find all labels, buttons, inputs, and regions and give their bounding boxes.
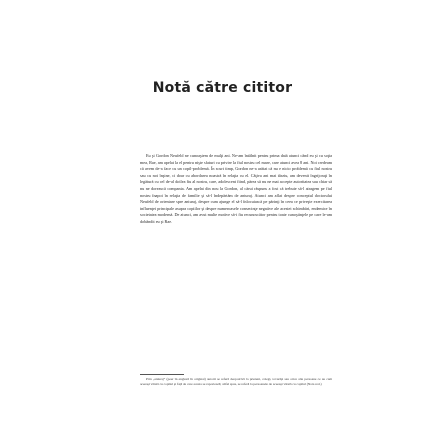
footnote-divider (140, 374, 184, 375)
footnote: Prin „anturaj” (peer în engleză în original) autorii se referă deopotrivă la prieteni, colegi, tovarăşi sau orice alte persoane ce au cam aceeaşi vârstă cu copilul şi faţă de care acesta se raportează; altfel spus, se referă la persoanele de aceeaşi vârstă cu copilul (Nota red.) (140, 377, 332, 387)
page-title: Notă către cititor (152, 80, 293, 96)
body-paragraph: Eu şi Gordon Neufeld ne cunoaştem de mulţi ani. Ne-am întâlnit pentru prima dată atunci când eu şi cu soţia mea, Rae, am apelat la el pentru nişte sfaturi cu privire la fiul nostru cel mare, care atunci avea 8 ani. Noi credeam că avem de-a face cu un copil-problemă. În scurt timp, Gordon ne-a arătat că nu e nicio problemă cu fiul nostru sau cu noi înşine, ci doar cu abordarea noastră în relaţia cu el. Câţiva ani mai târziu, am devenit îngrijoraţi în legătură cu cel de-al doilea fiu al nostru, care, adolescent fiind, părea să nu ne mai accepte autoritatea sau chiar să nu ne dorească compania. Am apelat din nou la Gordon, al cărui răspuns a fost că trebuie să-l atragem pe fiul nostru înapoi în relaţia de familie şi să-l îndepărtăm de anturaj. Atunci am aflat despre conceptul doctorului Neufeld de orientare spre anturaj, despre cum ajunge el să-l înlocuiască pe părinţi în ceea ce priveşte exercitarea influenţei principale asupra copiilor şi despre numeroasele consecinţe negative ale acestei schimbări, endemice în societatea modernă. De atunci, am avut multe motive să-i fiu recunoscător pentru toate cunoştinţele pe care le-am dobândit eu şi Rae. (140, 153, 332, 224)
